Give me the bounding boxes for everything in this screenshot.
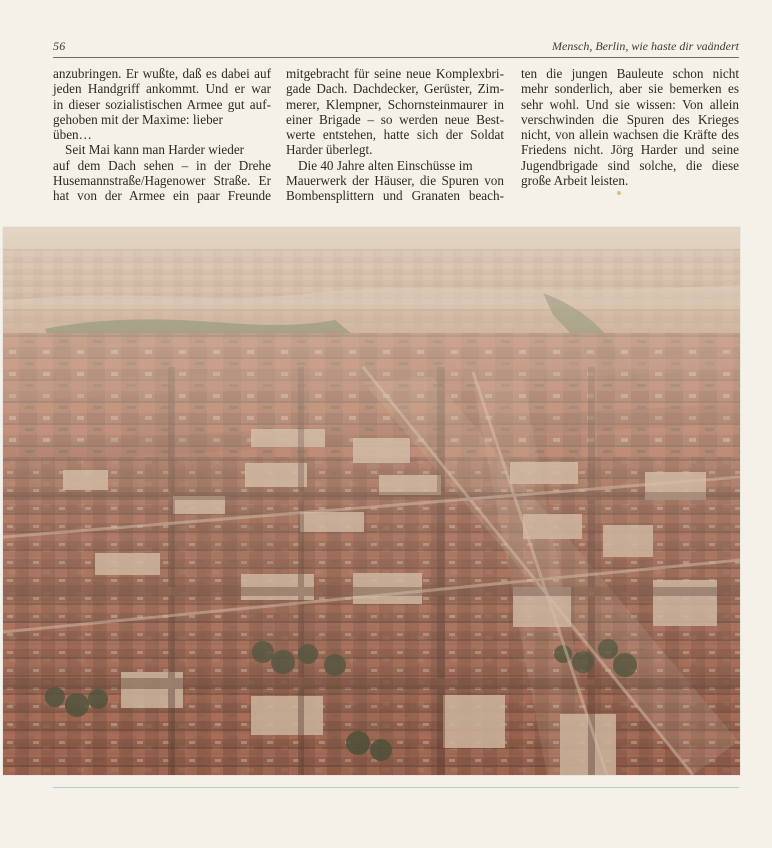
text-line: gehoben mit der Maxime: lieber — [53, 111, 223, 127]
page-number: 56 — [53, 39, 66, 53]
running-title: Mensch, Berlin, wie haste dir vaändert — [552, 39, 739, 53]
text-column-2 — [286, 66, 504, 204]
text-column-3 — [521, 66, 739, 188]
text-line: anzubringen. Er wußte, daß es dabei auf — [53, 66, 271, 81]
text-line: Bombensplittern und Granaten beach- — [286, 188, 504, 204]
text-line: Friedens nicht. Jörg Harder und seine — [521, 142, 739, 158]
text-line: mitgebracht für seine neue Komplexbri- — [286, 66, 504, 81]
text-column-1 — [53, 66, 271, 204]
text-line: verschwinden die Spuren des Krieges — [521, 111, 739, 127]
text-line: hat von der Armee ein paar Freunde — [53, 188, 271, 204]
text-line: einer Brigade – so werden neue Best- — [286, 111, 504, 127]
text-line: Harder überlegt. — [286, 142, 373, 158]
header-rule — [53, 57, 739, 58]
text-line: ten die jungen Bauleute schon nicht — [521, 66, 739, 81]
text-line: große Arbeit leisten. — [521, 173, 629, 189]
text-line: merer, Klempner, Schornsteinmaurer in — [286, 96, 504, 112]
text-line: in dieser sozialistischen Armee gut auf- — [53, 96, 271, 112]
text-line: werte entstehen, hatte sich der Soldat — [286, 127, 504, 143]
text-line: Mauerwerk der Häuser, die Spuren von — [286, 173, 504, 189]
text-line: jeden Handgriff ankommt. Und er war — [53, 81, 271, 97]
text-line: üben… — [53, 127, 92, 143]
text-line: auf dem Dach sehen – in der Drehe — [53, 157, 271, 173]
text-line: Die 40 Jahre alten Einschüsse im — [298, 157, 473, 173]
text-line: mehr sonderlich, aber sie bemerken es — [521, 81, 739, 97]
text-line: sehr wohl. Und sie wissen: Von allein — [521, 96, 739, 112]
text-line: Jugendbrigade sind solche, die diese — [521, 157, 739, 173]
footer-rule — [53, 787, 739, 788]
text-line: Husemannstraße/Hagenower Straße. Er — [53, 173, 271, 189]
text-line: Seit Mai kann man Harder wieder — [65, 142, 245, 158]
city-aerial-photo-svg — [3, 227, 740, 775]
text-line: nicht, von allein wachsen die Kräfte des — [521, 127, 739, 143]
city-aerial-photo — [3, 227, 740, 775]
paper-spot — [617, 191, 621, 195]
text-line: gade Dach. Dachdecker, Gerüster, Zim- — [286, 81, 504, 97]
